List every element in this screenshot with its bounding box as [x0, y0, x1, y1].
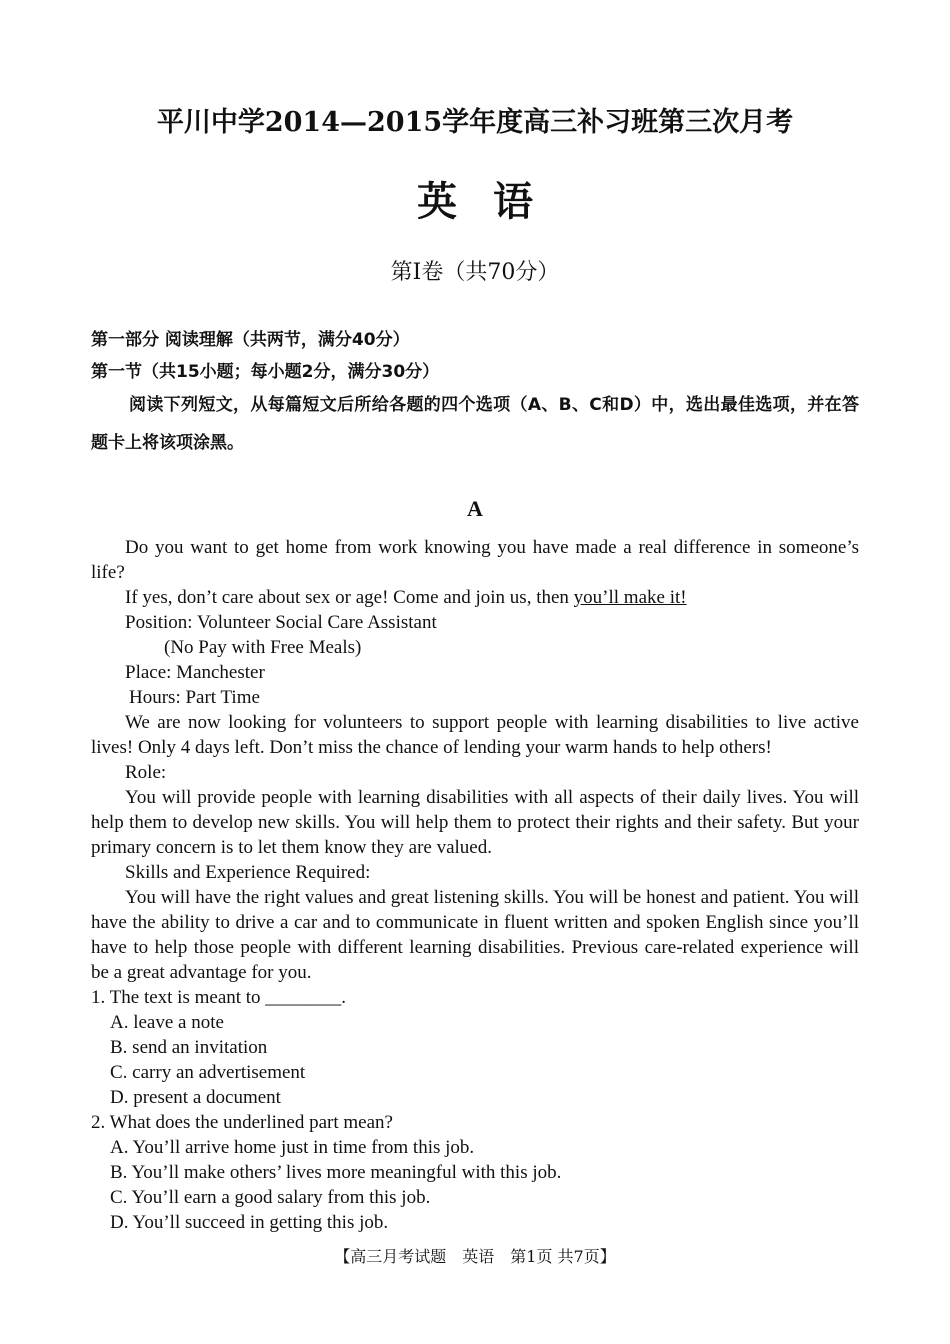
section-heading: 第一节（共15小题；每小题2分，满分30分） — [91, 362, 440, 382]
option-b: B. You’ll make others’ lives more meaningful with this job. — [110, 1162, 562, 1183]
skills-heading: Skills and Experience Required: — [125, 862, 371, 883]
option-b: B. send an invitation — [110, 1037, 268, 1058]
option-d: D. present a document — [110, 1087, 281, 1108]
position-line: Position: Volunteer Social Care Assistant — [125, 612, 437, 633]
passage-letter: A — [467, 496, 483, 521]
option-c: C. You’ll earn a good salary from this job. — [110, 1187, 431, 1208]
question-stem: 1. The text is meant to ________. — [91, 987, 347, 1008]
option-c: C. carry an advertisement — [110, 1062, 306, 1083]
part-heading: 第一部分 阅读理解（共两节，满分40分） — [91, 330, 410, 350]
subject-heading: 英语 — [417, 179, 569, 225]
option-a: A. leave a note — [110, 1012, 224, 1033]
passage-paragraph: Do you want to get home from work knowing you have made a real difference in someone’s life? — [91, 537, 859, 583]
passage-body — [91, 535, 859, 1235]
place-line: Place: Manchester — [125, 662, 265, 683]
passage-paragraph: We are now looking for volunteers to support people with learning disabilities to live active lives! Only 4 days left. Don’t miss the chance of lending your warm hands to help others! — [91, 712, 859, 758]
page-footer: 【高三月考试题 英语 第1页 共7页】 — [334, 1247, 616, 1266]
exam-title: 平川中学2014—2015学年度高三补习班第三次月考 — [156, 107, 794, 138]
option-d: D. You’ll succeed in getting this job. — [110, 1212, 389, 1233]
question-stem: 2. What does the underlined part mean? — [91, 1112, 393, 1133]
role-heading: Role: — [125, 762, 167, 783]
directions-text: 阅读下列短文，从每篇短文后所给各题的四个选项（A、B、C和D）中，选出最佳选项，并在答题卡上将该项涂黑。 — [91, 395, 859, 453]
passage-paragraph — [91, 585, 859, 610]
volume-heading: 第Ⅰ卷（共70分） — [390, 260, 560, 285]
pay-line: (No Pay with Free Meals) — [164, 637, 362, 658]
passage-paragraph: You will have the right values and great listening skills. You will be honest and patient. You will have the ability to drive a car and to communicate in fluent written and spoken English since you’ll have to help those people with different learning disabilities. Previous care-related experience will be a great advantage for you. — [91, 887, 859, 983]
passage-paragraph: You will provide people with learning disabilities with all aspects of their daily lives. You will help them to develop new skills. You will help them to protect their rights and their safety. But your primary concern is to let them know they are valued. — [91, 787, 859, 858]
underlined-phrase: you’ll make it! — [573, 587, 687, 608]
option-a: A. You’ll arrive home just in time from this job. — [110, 1137, 475, 1158]
hours-line: Hours: Part Time — [129, 687, 260, 708]
paragraph-text: If yes, don’t care about sex or age! Come and join us, then — [125, 587, 574, 608]
